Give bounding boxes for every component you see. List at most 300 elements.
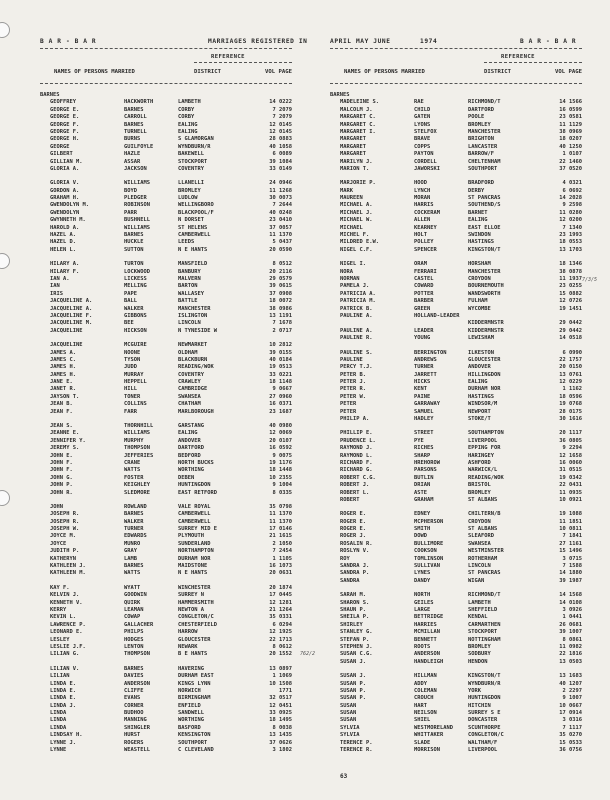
- page: 0280: [569, 209, 582, 216]
- group-spacer: [40, 659, 292, 666]
- page: 0798: [279, 503, 292, 510]
- page: 0878: [569, 268, 582, 275]
- district: ANDOVER: [468, 364, 491, 371]
- page: 2355: [279, 474, 292, 481]
- vol-page: [258, 151, 292, 158]
- vol-page: [258, 622, 292, 629]
- page: 0520: [569, 165, 582, 172]
- page: 1495: [279, 717, 292, 724]
- spouse-surname: POLLEY: [414, 239, 434, 246]
- vol-page: [258, 607, 292, 614]
- district: READING/WOK: [178, 364, 214, 371]
- given-name: MICHAEL W.: [340, 217, 373, 224]
- spouse-surname: ROBINSON: [124, 202, 150, 209]
- page: 0626: [279, 739, 292, 746]
- volume: 35: [269, 503, 276, 510]
- district: HASTINGS: [468, 393, 494, 400]
- volume: 10: [269, 474, 276, 481]
- spouse-surname: GREEN: [414, 305, 431, 312]
- district: WORTHING: [178, 467, 204, 474]
- spouse-surname: SHINGLER: [124, 724, 150, 731]
- district: EALING: [468, 379, 488, 386]
- table-row: [40, 122, 292, 129]
- vol-page: [258, 247, 292, 254]
- spouse-surname: MELLING: [124, 283, 147, 290]
- table-row: [40, 533, 292, 540]
- volume: 9: [562, 695, 566, 702]
- volume: 12: [269, 121, 276, 128]
- district: WARWICK/L: [468, 467, 498, 474]
- given-name: ROGER E.: [340, 511, 366, 518]
- table-row: [40, 107, 292, 114]
- volume: 11: [559, 643, 566, 650]
- district: KIDDERMNSTR: [468, 320, 504, 327]
- page: 0908: [279, 290, 292, 297]
- district: CAMBRIDGE: [178, 386, 208, 393]
- given-name: MICHAEL A.: [340, 202, 373, 209]
- table-row: [330, 291, 582, 298]
- page: 1250: [569, 143, 582, 150]
- spouse-surname: WEASTELL: [124, 747, 150, 754]
- spouse-surname: MCPHERSON: [414, 518, 444, 525]
- punch-hole: [0, 490, 10, 506]
- given-name: SUSAN J.: [340, 673, 366, 680]
- page: 0717: [279, 327, 292, 334]
- spouse-surname: MORAN: [414, 195, 431, 202]
- table-row: [330, 519, 582, 526]
- vol-page: [258, 342, 292, 349]
- volume: 20: [269, 246, 276, 253]
- vol-page: [548, 291, 582, 298]
- given-name: SUSAN P.: [340, 687, 366, 694]
- vol-page: [258, 600, 292, 607]
- district: NORTH BUCKS: [178, 459, 214, 466]
- district: BRADFORD: [468, 180, 494, 187]
- page: 0442: [569, 320, 582, 327]
- handwritten-note: 762/2: [300, 651, 316, 657]
- table-row: [330, 688, 582, 695]
- page: 0667: [569, 702, 582, 709]
- vol-page: [548, 725, 582, 732]
- volume: 10: [559, 702, 566, 709]
- table-row: [40, 409, 292, 416]
- volume: 39: [559, 577, 566, 584]
- district: RICHMOND/T: [468, 592, 501, 599]
- spouse-surname: HAZLE: [124, 151, 141, 158]
- page: 0612: [279, 643, 292, 650]
- page: 0515: [569, 467, 582, 474]
- given-name: MALCOLM J.: [340, 106, 373, 113]
- spouse-surname: BARNES: [124, 563, 144, 570]
- table-row: [330, 159, 582, 166]
- table-row: [330, 511, 582, 518]
- page: 2297: [569, 687, 582, 694]
- spouse-surname: ASTE: [414, 489, 427, 496]
- vol-page: [548, 541, 582, 548]
- district: CAMBERWELL: [178, 232, 211, 239]
- page: 0761: [569, 371, 582, 378]
- spouse-surname: BUSHNELL: [124, 217, 150, 224]
- page: 1566: [569, 99, 582, 106]
- spouse-surname: COPPS: [414, 143, 431, 150]
- volume: 14: [559, 592, 566, 599]
- table-row: [330, 188, 582, 195]
- spouse-surname: HREHOROW: [414, 459, 440, 466]
- vol-page: [258, 291, 292, 298]
- page: 0518: [569, 335, 582, 342]
- district: HUNTINGDON: [468, 695, 501, 702]
- page: 0316: [569, 717, 582, 724]
- table-row: [40, 614, 292, 621]
- vol-page: [258, 364, 292, 371]
- given-name: PHILIP A.: [340, 416, 370, 423]
- table-row: [330, 644, 582, 651]
- spouse-surname: GRAHAM: [414, 496, 434, 503]
- volume: 39: [559, 629, 566, 636]
- volume: 15: [559, 739, 566, 746]
- vol-page: [258, 386, 292, 393]
- page: 0145: [279, 128, 292, 135]
- table-row: [40, 600, 292, 607]
- district: FULHAM: [468, 298, 488, 305]
- table-row: [40, 607, 292, 614]
- vol-page: [548, 225, 582, 232]
- vol-page: [258, 703, 292, 710]
- given-name: KENNETH V.: [50, 599, 83, 606]
- table-row: [330, 548, 582, 555]
- vol-page: [548, 144, 582, 151]
- spouse-surname: ASSAR: [124, 158, 141, 165]
- table-row: [40, 445, 292, 452]
- spouse-surname: LEADER: [414, 327, 434, 334]
- page: 2644: [279, 202, 292, 209]
- page: 2116: [279, 268, 292, 275]
- table-row: [330, 202, 582, 209]
- given-name: JEAN F.: [50, 408, 73, 415]
- table-row: [40, 556, 292, 563]
- vol-page: [258, 725, 292, 732]
- district: DURHAM EAST: [178, 673, 214, 680]
- page: 1117: [569, 724, 582, 731]
- handwritten-note: 7/3/5: [582, 277, 598, 283]
- spouse-surname: BARNES: [124, 511, 144, 518]
- page: 1683: [569, 673, 582, 680]
- page: 1508: [279, 680, 292, 687]
- given-name: PETER: [340, 408, 357, 415]
- volume: 10: [269, 342, 276, 349]
- page: 0107: [569, 151, 582, 158]
- table-row: [330, 600, 582, 607]
- spouse-surname: TOMLINSON: [414, 555, 444, 562]
- volume: 10: [269, 680, 276, 687]
- volume: 17: [269, 592, 276, 599]
- table-row: [330, 166, 582, 173]
- group-spacer: [330, 343, 582, 350]
- district: BIRMINGHAM: [178, 695, 211, 702]
- given-name: SHAUN P.: [340, 607, 366, 613]
- volume: 37: [269, 224, 276, 231]
- vol-page: [548, 166, 582, 173]
- page: 0861: [569, 636, 582, 643]
- spouse-surname: BARBER: [414, 298, 434, 305]
- given-name: GILLIAN M.: [50, 158, 83, 165]
- spouse-surname: COWARD: [414, 283, 434, 290]
- group-spacer: [330, 585, 582, 592]
- page: 0072: [279, 298, 292, 305]
- group-spacer: [330, 504, 582, 511]
- table-row: [40, 195, 292, 202]
- district: BROMLEY: [178, 187, 201, 194]
- vol-page: [258, 651, 292, 658]
- spouse-surname: WILLIAMS: [124, 180, 150, 187]
- spouse-surname: DAVIES: [124, 673, 144, 680]
- table-row: [40, 401, 292, 408]
- given-name: MARGARET: [340, 151, 366, 158]
- district: BLACKBURN: [178, 356, 208, 363]
- page: 0107: [279, 437, 292, 444]
- spouse-surname: PAYTON: [414, 151, 434, 158]
- given-name: JOHN R.: [50, 489, 73, 496]
- volume: 1: [272, 555, 276, 562]
- page: 1658: [569, 452, 582, 459]
- vol-page: [548, 151, 582, 158]
- spouse-surname: ANDERSON: [124, 680, 150, 687]
- table-row: [330, 151, 582, 158]
- vol-page: [548, 438, 582, 445]
- table-row: [40, 504, 292, 511]
- page: 1370: [279, 511, 292, 518]
- district: BARROW/F: [468, 151, 494, 158]
- district: ENFIELD: [178, 702, 201, 709]
- spouse-surname: LOCKWOOD: [124, 268, 150, 275]
- table-row: [330, 306, 582, 313]
- vol-page: [258, 526, 292, 533]
- table-row: [40, 725, 292, 732]
- vol-page: [258, 320, 292, 327]
- volume: 11: [559, 275, 566, 282]
- page: 1050: [279, 540, 292, 547]
- district-header: DISTRICT: [194, 69, 221, 75]
- spouse-surname: WILLIAMS: [124, 430, 150, 437]
- table-row: [40, 475, 292, 482]
- table-row: [330, 122, 582, 129]
- volume: 23: [559, 283, 566, 290]
- table-row: [40, 313, 292, 320]
- vol-page: [258, 533, 292, 540]
- page: 0207: [569, 136, 582, 143]
- vol-page: [548, 136, 582, 143]
- district: MANCHESTER: [468, 128, 501, 135]
- given-name: PAULINE S.: [340, 349, 373, 356]
- given-name: ROBERT: [340, 496, 360, 503]
- page: 1129: [569, 121, 582, 128]
- group-spacer: [40, 173, 292, 180]
- vol-page: [258, 394, 292, 401]
- page: 1552: [279, 651, 292, 658]
- spouse-surname: CARROLL: [124, 114, 147, 121]
- page: 0726: [569, 298, 582, 305]
- page: 1370: [279, 518, 292, 525]
- given-name: PETER W.: [340, 393, 366, 400]
- header-title-right: APRIL MAY JUNE: [330, 38, 391, 45]
- given-name: LILIAN V.: [50, 665, 80, 672]
- vol-page: [548, 732, 582, 739]
- district: BASFORD: [178, 724, 201, 731]
- vol-page: [258, 475, 292, 482]
- page: 1713: [279, 636, 292, 643]
- given-name: ROSALIN R.: [340, 540, 373, 547]
- given-name: LAWRENCE P.: [50, 621, 86, 628]
- district: SHEFFIELD: [468, 607, 498, 613]
- district: DARTFORD: [178, 445, 204, 452]
- district: LUDLOW: [178, 195, 198, 202]
- spouse-surname: CHILD: [414, 106, 431, 113]
- page: 1058: [279, 143, 292, 150]
- given-name: ROBERT J.: [340, 482, 370, 489]
- given-name: MARK: [340, 187, 353, 194]
- given-name: NIGEL I.: [340, 261, 366, 268]
- spouse-surname: MUNRO: [124, 540, 141, 547]
- given-name: JEAN B.: [50, 401, 73, 408]
- volume: 40: [269, 143, 276, 150]
- volume: 29: [559, 320, 566, 327]
- page: 2079: [279, 106, 292, 113]
- volume: 1: [562, 386, 566, 393]
- table-row: [40, 622, 292, 629]
- page: 0596: [569, 393, 582, 400]
- table-row: [330, 563, 582, 570]
- given-name: LYNNE J.: [50, 739, 76, 746]
- table-row: [330, 629, 582, 636]
- volume: 23: [559, 114, 566, 121]
- table-row: [40, 379, 292, 386]
- vol-page: [548, 261, 582, 268]
- vol-page: [258, 563, 292, 570]
- vol-page: [548, 357, 582, 364]
- given-name: GEORGE F.: [50, 121, 80, 128]
- table-row: [40, 269, 292, 276]
- page-number: 63: [340, 773, 348, 780]
- table-row: [330, 409, 582, 416]
- district: BAKEWELL: [178, 151, 204, 158]
- given-name: SANDRA P.: [340, 570, 370, 577]
- vol-page: [258, 225, 292, 232]
- spouse-surname: COWAP: [124, 614, 141, 621]
- table-row: [330, 622, 582, 629]
- table-row: [330, 136, 582, 143]
- given-name: ROBERT L.: [340, 489, 370, 496]
- spouse-surname: WATTS: [124, 467, 141, 474]
- district: MANCHESTER: [468, 268, 501, 275]
- page: 1568: [569, 592, 582, 599]
- volume: 9: [272, 386, 276, 393]
- vol-page: [548, 629, 582, 636]
- table-row: [40, 570, 292, 577]
- page: 1084: [279, 158, 292, 165]
- vol-page: [548, 482, 582, 489]
- vol-page: [258, 401, 292, 408]
- vol-page: [258, 717, 292, 724]
- volume: 7: [272, 106, 276, 113]
- table-row: [40, 276, 292, 283]
- given-name: ROGER E.: [340, 518, 366, 525]
- header-title-left: MARRIAGES REGISTERED IN: [208, 38, 308, 45]
- vol-page: [258, 519, 292, 526]
- table-row: [40, 298, 292, 305]
- spouse-surname: PARR: [124, 209, 137, 216]
- given-name: HELEN L.: [50, 246, 76, 253]
- table-row: [40, 740, 292, 747]
- district: BROMLEY: [468, 643, 491, 650]
- vol-page: [548, 467, 582, 474]
- given-name: KATHERYN: [50, 555, 76, 562]
- page: 0038: [279, 724, 292, 731]
- vol-page: [548, 298, 582, 305]
- page: 0921: [569, 496, 582, 503]
- given-name: JAYSON T.: [50, 393, 80, 400]
- table-row: [40, 144, 292, 151]
- given-name: JOHN F.: [50, 467, 73, 474]
- volume: 11: [269, 187, 276, 194]
- given-name: SUSAN: [340, 710, 357, 717]
- spouse-surname: HOLT: [414, 232, 427, 239]
- district: STOCKPORT: [468, 629, 498, 636]
- district: LEWISHAM: [468, 335, 494, 342]
- page: 1161: [569, 540, 582, 547]
- volume: 26: [559, 621, 566, 628]
- page: 0371: [279, 401, 292, 408]
- district: BRIGHTON: [468, 136, 494, 143]
- page: 1435: [279, 732, 292, 739]
- volume: 7: [562, 563, 566, 570]
- punch-hole: [0, 253, 10, 269]
- table-row: [40, 695, 292, 702]
- spouse-surname: SULLIVAN: [414, 563, 440, 570]
- given-name: GEORGE: [50, 143, 70, 150]
- vol-page: [548, 306, 582, 313]
- given-name: JOSEPH R.: [50, 511, 80, 518]
- district: LIVERPOOL: [468, 747, 498, 754]
- district: NOTTINGHAM: [468, 636, 501, 643]
- spouse-surname: HADLEY: [414, 416, 434, 423]
- page: 0451: [279, 702, 292, 709]
- district: CAMBERWELL: [178, 518, 211, 525]
- volume: 8: [272, 261, 276, 268]
- volume: 12: [559, 452, 566, 459]
- spouse-surname: CLIFFE: [124, 687, 144, 694]
- table-row: [330, 401, 582, 408]
- spouse-surname: WESTMORELAND: [414, 724, 453, 731]
- district: READING/WOK: [468, 474, 504, 481]
- vol-page: [548, 202, 582, 209]
- vol-page: [548, 607, 582, 614]
- spouse-surname: LARGE: [414, 607, 431, 613]
- vol-page: [258, 430, 292, 437]
- table-row: [330, 740, 582, 747]
- table-row: [330, 239, 582, 246]
- district: NEWTON A: [178, 607, 204, 613]
- given-name: JENNIFER Y.: [50, 437, 86, 444]
- vol-page: [258, 129, 292, 136]
- table-row: [40, 202, 292, 209]
- district: EPPING FOR: [468, 445, 501, 452]
- volume: 14: [559, 335, 566, 342]
- spouse-surname: GIBBONS: [124, 312, 147, 319]
- spouse-surname: GUILFOYLE: [124, 143, 154, 150]
- volume: 14: [559, 599, 566, 606]
- table-row: [330, 335, 582, 342]
- vol-page: [548, 159, 582, 166]
